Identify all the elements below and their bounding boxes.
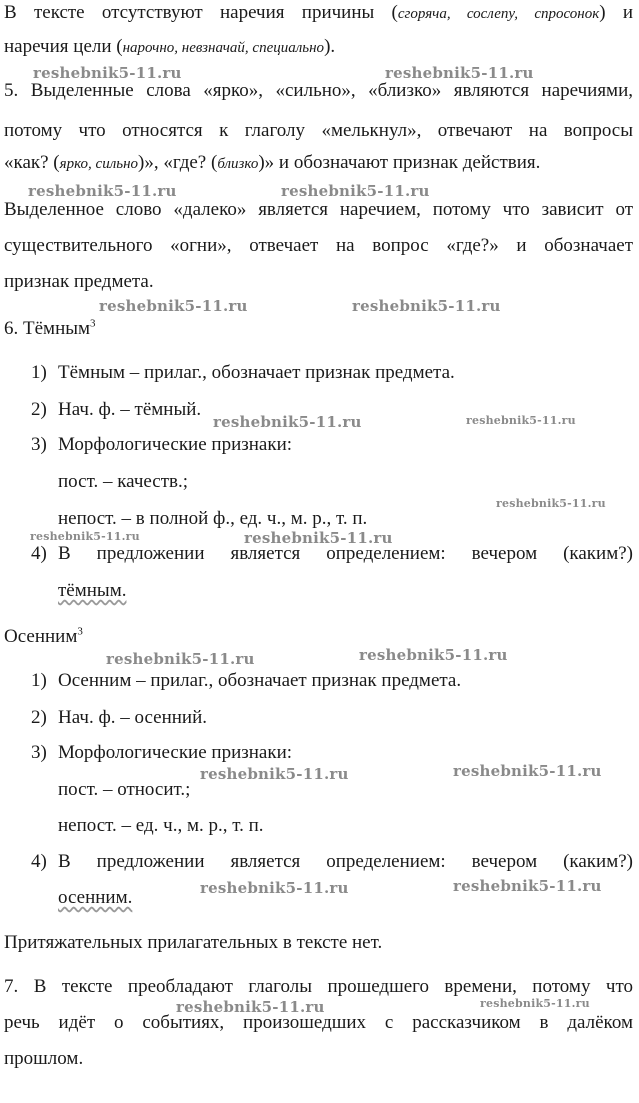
text-fragment: 7. В тексте преобладают глаголы прошедшего времени, потому что	[4, 976, 633, 997]
text-fragment: )», «где? (	[138, 152, 218, 173]
text-line	[4, 1048, 633, 1070]
constant-features: пост. – качеств.;	[58, 471, 189, 492]
text-line	[4, 36, 633, 59]
superscript: 3	[77, 625, 83, 638]
italic-examples: близко	[217, 156, 259, 172]
constant-features: пост. – относит.;	[58, 779, 191, 800]
item-number: 4)	[31, 543, 47, 564]
list-item: В предложении является определением: вечером (каким?)	[58, 851, 633, 872]
item-number: 2)	[31, 399, 47, 420]
text-fragment: прошлом.	[4, 1048, 84, 1069]
watermark: reshebnik5-11.ru	[281, 182, 430, 200]
text-line	[4, 235, 633, 257]
text-line	[4, 271, 633, 293]
list-item: Тёмным – прилаг., обозначает признак предмета.	[58, 362, 455, 383]
italic-examples: сгоряча, сослепу, спросонок	[397, 6, 600, 22]
item-number: 4)	[31, 851, 47, 872]
text-fragment: Выделенное слово «далеко» является наречием, потому что зависит от	[4, 199, 633, 220]
superscript: 3	[90, 317, 96, 330]
section-heading	[4, 318, 633, 340]
item-number: 3)	[31, 434, 47, 455]
heading-word: 6. Тёмным	[4, 318, 91, 339]
watermark: reshebnik5-11.ru	[106, 650, 255, 668]
text-line	[4, 152, 633, 175]
watermark: reshebnik5-11.ru	[385, 64, 534, 82]
list-item: Нач. ф. – осенний.	[58, 707, 208, 728]
watermark: reshebnik5-11.ru	[33, 64, 182, 82]
text-fragment: наречия цели (	[4, 36, 123, 57]
watermark: reshebnik5-11.ru	[480, 997, 590, 1010]
watermark: reshebnik5-11.ru	[359, 646, 508, 664]
watermark: reshebnik5-11.ru	[28, 182, 177, 200]
watermark: reshebnik5-11.ru	[352, 297, 501, 315]
text-line	[4, 932, 633, 954]
watermark: reshebnik5-11.ru	[99, 297, 248, 315]
answer-word: осенним.	[58, 887, 133, 908]
item-number: 1)	[31, 362, 47, 383]
text-fragment: )» и обозначают признак действия.	[258, 152, 541, 173]
watermark: reshebnik5-11.ru	[496, 497, 606, 510]
text-fragment: «как? (	[4, 152, 60, 173]
item-number: 3)	[31, 742, 47, 763]
text-fragment: ) и	[599, 2, 633, 23]
text-fragment: потому что относятся к глаголу «мелькнул», отвечают на вопросы	[4, 120, 633, 141]
text-line	[4, 976, 633, 998]
list-item: Морфологические признаки:	[58, 742, 293, 763]
watermark: reshebnik5-11.ru	[176, 998, 325, 1016]
text-fragment: существительного «огни», отвечает на вопрос «где?» и обозначает	[4, 235, 633, 256]
item-number: 1)	[31, 670, 47, 691]
variable-features: непост. – в полной ф., ед. ч., м. р., т. п.	[58, 508, 368, 529]
watermark: reshebnik5-11.ru	[453, 762, 602, 780]
text-fragment: Притяжательных прилагательных в тексте нет.	[4, 932, 383, 953]
text-fragment: признак предмета.	[4, 271, 154, 292]
list-item: Морфологические признаки:	[58, 434, 293, 455]
watermark: reshebnik5-11.ru	[213, 413, 362, 431]
list-item: Осенним – прилаг., обозначает признак предмета.	[58, 670, 462, 691]
watermark: reshebnik5-11.ru	[466, 414, 576, 427]
watermark: reshebnik5-11.ru	[453, 877, 602, 895]
heading-word: Осенним	[4, 626, 78, 647]
text-line	[4, 199, 633, 221]
italic-examples: нарочно, невзначай, специально	[122, 40, 325, 56]
text-line	[4, 2, 633, 25]
item-number: 2)	[31, 707, 47, 728]
watermark: reshebnik5-11.ru	[30, 530, 140, 543]
text-line	[4, 120, 633, 142]
list-item: Нач. ф. – тёмный.	[58, 399, 202, 420]
variable-features: непост. – ед. ч., м. р., т. п.	[58, 815, 264, 836]
text-fragment: В тексте отсутствуют наречия причины (	[4, 2, 398, 23]
italic-examples: ярко, сильно	[59, 156, 139, 172]
section-heading	[4, 626, 633, 648]
watermark: reshebnik5-11.ru	[200, 765, 349, 783]
text-line	[4, 80, 633, 102]
watermark: reshebnik5-11.ru	[200, 879, 349, 897]
list-item: В предложении является определением: вечером (каким?)	[58, 543, 633, 564]
text-fragment: 5. Выделенные слова «ярко», «сильно», «близко» являются наречиями,	[4, 80, 633, 101]
text-fragment: ).	[324, 36, 336, 57]
answer-word: тёмным.	[58, 580, 127, 601]
watermark: reshebnik5-11.ru	[244, 529, 393, 547]
text-fragment: речь идёт о событиях, произошедших с рассказчиком в далёком	[4, 1012, 633, 1033]
